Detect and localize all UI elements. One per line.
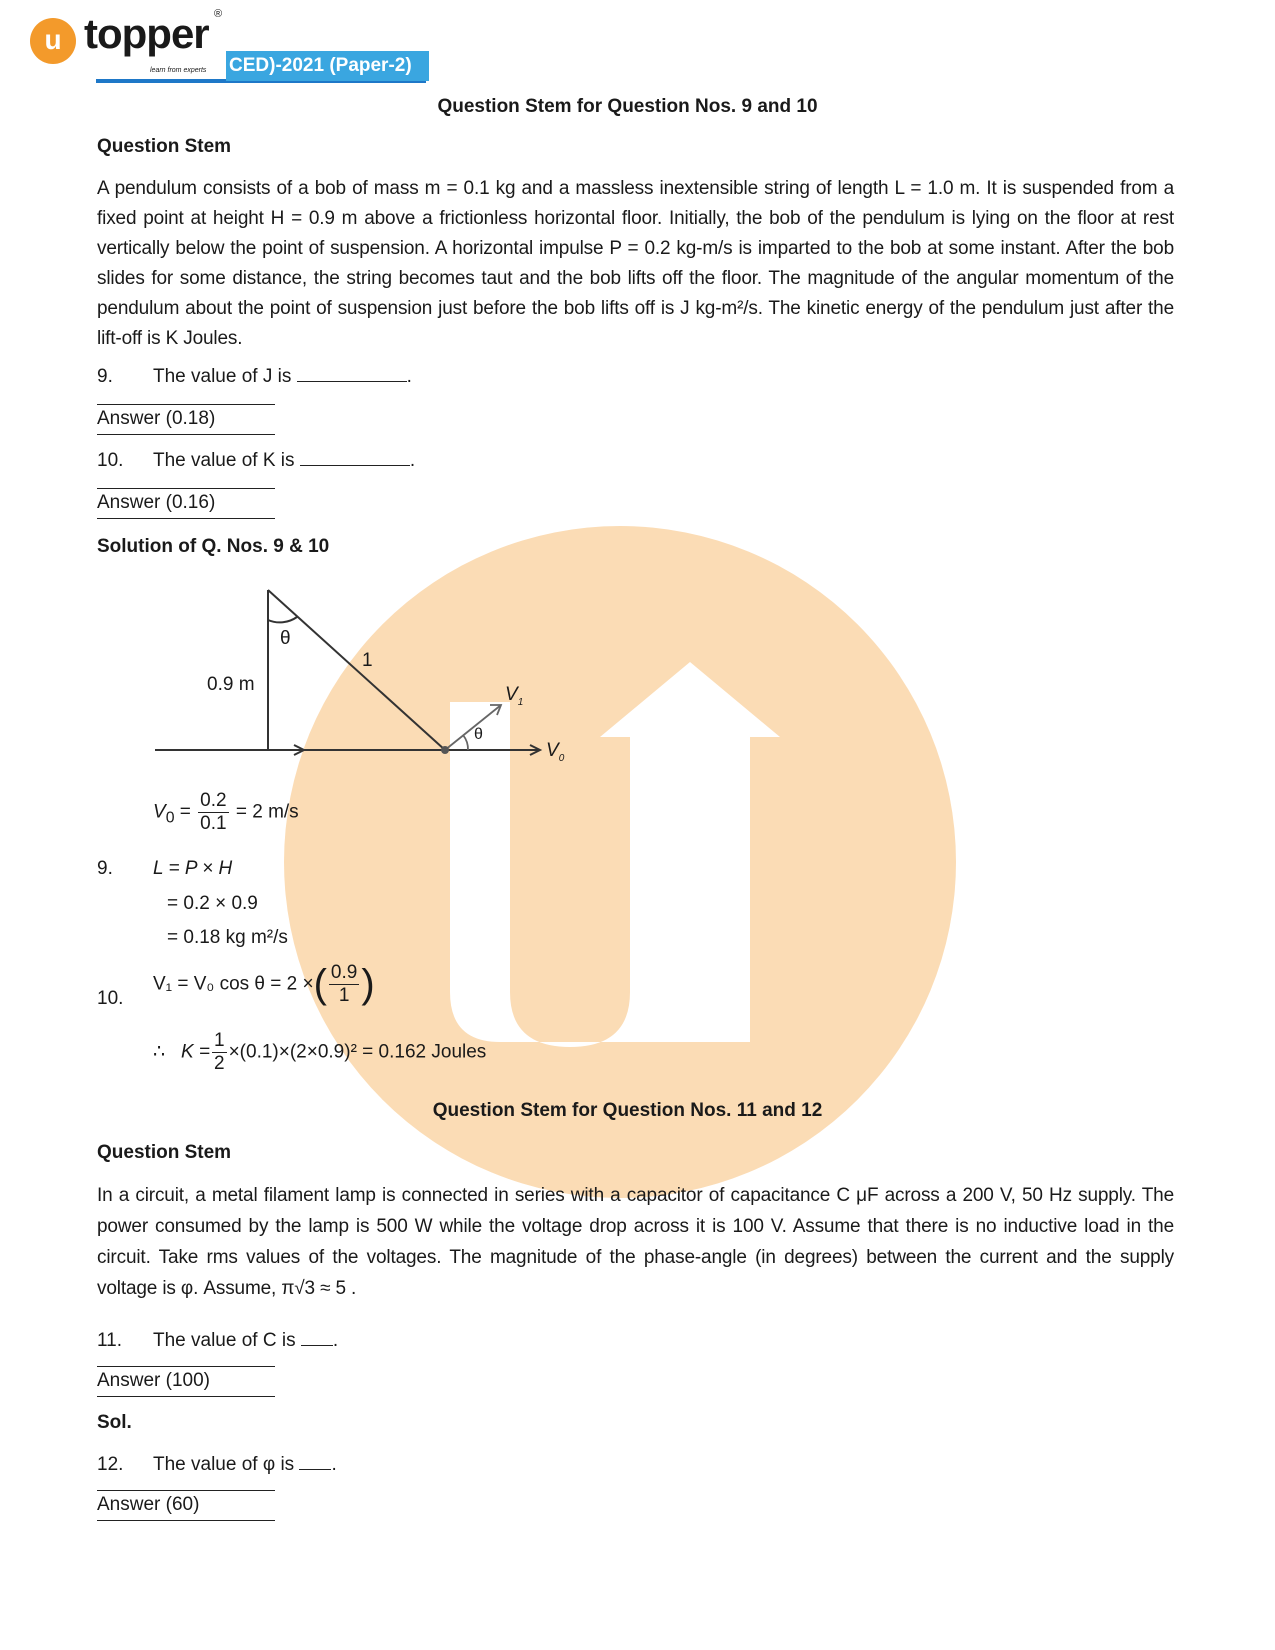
logo-text: topper bbox=[84, 10, 209, 57]
question-stem-2: In a circuit, a metal filament lamp is connected in series with a capacitor of capacitance C μF across a 200 V, 50 Hz supply. The power consumed by the lamp is 500 W while the voltage drop across it is 100 V. Assume that there is no inductive load in the circuit. Take rms values of the voltages. The magnitude of the phase-angle (in degrees) between the current and the supply voltage is φ. Assume, π√3 ≈ 5 . bbox=[97, 1185, 1174, 1299]
sol9-line1: L = P × H bbox=[153, 858, 233, 879]
theta-label-2: θ bbox=[474, 726, 483, 743]
v1-label: $V_1$ bbox=[505, 684, 524, 708]
height-label: 0.9 m bbox=[207, 674, 255, 695]
q9-answer: Answer (0.18) bbox=[97, 404, 275, 435]
sol10-number: 10. bbox=[97, 988, 124, 1009]
registered-mark: ® bbox=[214, 8, 223, 20]
q12-answer: Answer (60) bbox=[97, 1490, 275, 1521]
header-banner: CED)-2021 (Paper-2) bbox=[226, 51, 429, 81]
stem-heading-2: Question Stem bbox=[97, 1142, 232, 1163]
q11-text: The value of C is . bbox=[153, 1330, 339, 1351]
sol9-number: 9. bbox=[97, 858, 113, 879]
stem-heading: Question Stem bbox=[97, 136, 232, 157]
sol-label: Sol. bbox=[97, 1412, 132, 1433]
logo-tagline: learn from experts bbox=[150, 67, 207, 74]
q9-number: 9. bbox=[97, 366, 113, 387]
theta-label: θ bbox=[280, 628, 291, 649]
q12-text: The value of φ is . bbox=[153, 1454, 337, 1475]
q12-number: 12. bbox=[97, 1454, 124, 1475]
q10-text: The value of K is . bbox=[153, 450, 416, 471]
q10-number: 10. bbox=[97, 450, 124, 471]
q11-answer: Answer (100) bbox=[97, 1366, 275, 1397]
q9-text: The value of J is . bbox=[153, 366, 412, 387]
logo-icon: u bbox=[30, 18, 76, 64]
question-stem: A pendulum consists of a bob of mass m = 0.1 kg and a massless inextensible string of length L = 1.0 m. It is suspended from a fixed point at height H = 0.9 m above a frictionless horizontal floor. Initially, the bob of the pendulum is lying on the floor at rest vertically below the point of suspension. A horizontal impulse P = 0.2 kg-m/s is imparted to the bob at some instant. After the bob slides for some distance, the string becomes taut and the bob lifts off the floor. The magnitude of the angular momentum of the pendulum about the point of suspension just before the bob lifts off is J kg-m²/s. The kinetic energy of the pendulum just after the lift-off is K Joules. bbox=[97, 178, 1174, 349]
sol9-line2: = 0.2 × 0.9 bbox=[167, 893, 258, 914]
string-length-label: 1 bbox=[362, 650, 373, 671]
section-title: Question Stem for Question Nos. 9 and 10 bbox=[437, 96, 818, 117]
q11-number: 11. bbox=[97, 1330, 123, 1351]
sol9-line3: = 0.18 kg m²/s bbox=[167, 927, 288, 948]
section-title-2: Question Stem for Question Nos. 11 and 12 bbox=[432, 1100, 823, 1121]
eq-v0: $V_0$ = $\frac{0.2}{0.1}$ = 2 m/s bbox=[153, 790, 299, 834]
q10-answer: Answer (0.16) bbox=[97, 488, 275, 519]
solution-heading: Solution of Q. Nos. 9 & 10 bbox=[97, 536, 330, 557]
sol10-eq2: ∴ K = $\frac{1}{2}$ ×(0.1)×(2×0.9)² = 0.162 Joules bbox=[153, 1030, 487, 1074]
sol10-eq1: V₁ = V₀ cos θ = 2 ×( $\frac{0.9}{1}$ ) bbox=[153, 962, 375, 1006]
v0-label: $V_0$ bbox=[546, 740, 565, 764]
